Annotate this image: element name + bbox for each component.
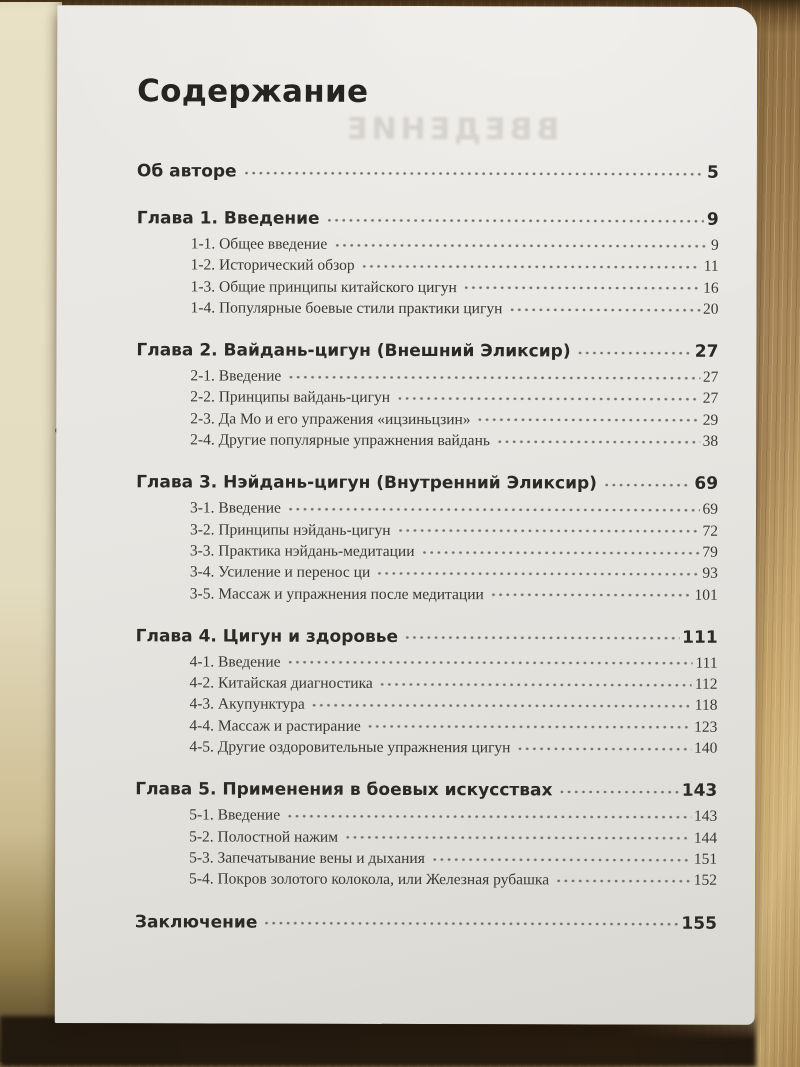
dot-leader (398, 389, 700, 403)
toc-entry (191, 255, 719, 278)
dot-leader (465, 279, 700, 293)
toc-entry-page: 111 (682, 627, 718, 648)
dot-leader (423, 543, 700, 557)
toc-entry (191, 297, 719, 320)
toc-chapter (135, 624, 717, 759)
chapter-heading-slot (135, 778, 717, 805)
toc-entry-page: 9 (710, 236, 719, 254)
toc-entry (136, 624, 718, 651)
dot-leader (605, 476, 692, 489)
toc-entry-label: Глава 4. Цигун и здоровье (135, 626, 399, 647)
dot-leader (288, 807, 691, 821)
toc-entry-page: 69 (702, 501, 719, 519)
toc-chapter (136, 471, 718, 606)
toc-entry-label: 2-2. Принципы вайдань-цигун (190, 388, 391, 407)
toc-entry-label: 5-4. Покров золотого колокола, или Железная рубашка (189, 870, 550, 889)
toc-entry-page: 101 (694, 586, 718, 604)
chapter-heading-slot (137, 206, 719, 233)
dot-leader (479, 411, 700, 425)
toc-entry-page: 152 (693, 871, 718, 890)
toc-entry (191, 233, 719, 256)
toc-entry-label: 5-3. Запечатывание вены и дыхания (189, 849, 425, 867)
toc-entry (189, 826, 717, 849)
dot-leader (510, 300, 700, 313)
dot-leader (399, 522, 700, 536)
toc-entry-page: 143 (681, 781, 718, 802)
toc-entry-page: 118 (694, 697, 718, 715)
dot-leader (406, 629, 679, 643)
toc-entry-label: 4-4. Массаж и растирание (189, 717, 361, 735)
toc-entry (190, 498, 718, 521)
toc-entry (189, 805, 717, 828)
toc-entry-label: 1-1. Общее введение (190, 235, 328, 253)
toc-entry-label: 3-1. Введение (189, 499, 281, 518)
toc-entry-label: 4-2. Китайская диагностика (189, 674, 373, 693)
toc-entry-label: 1-3. Общие принципы китайского цигун (190, 278, 457, 296)
toc-entry (190, 651, 718, 674)
toc-entry (189, 736, 717, 759)
dot-leader (557, 872, 691, 885)
dot-leader (313, 696, 692, 710)
toc-entry (189, 694, 717, 717)
toc-entry (135, 778, 717, 805)
bleed-through-text: ВВЕДЕНИЕ (342, 111, 560, 148)
toc-entry-page: 38 (702, 432, 719, 450)
chapter-items (137, 233, 719, 320)
toc-entry-page: 11 (703, 258, 719, 276)
toc-entry-page: 151 (693, 850, 718, 868)
toc-entries (135, 159, 719, 936)
toc-entry-label: 3-2. Принципы нэйдань-цигун (189, 521, 391, 539)
toc-entry (190, 519, 718, 542)
toc-entry (190, 562, 718, 585)
toc-entry-label: 3-5. Массаж и упражнения после медитации (189, 584, 484, 603)
toc-entry-page: 29 (702, 411, 719, 429)
dot-leader (265, 914, 678, 928)
toc-entry-label: 3-4. Усиление и перенос ци (189, 563, 371, 582)
toc-entry-label: Глава 2. Вайдань-цигун (Внешний Эликсир) (136, 340, 571, 362)
dot-leader (492, 586, 692, 600)
dot-leader (289, 368, 700, 382)
dot-leader (498, 432, 700, 446)
book-pages-edge (0, 2, 62, 1062)
dot-leader (369, 718, 691, 732)
toc-entry (136, 338, 718, 365)
toc-entry-page: 112 (694, 675, 718, 693)
toc-entry-page: 144 (693, 829, 718, 847)
toc-entry-label: 5-1. Введение (189, 806, 281, 825)
toc-entry-page: 155 (681, 913, 717, 934)
dot-leader (518, 739, 691, 752)
toc-entry-label: Заключение (134, 911, 258, 933)
toc-entry-label: 3-3. Практика нэйдань-медитации (189, 542, 415, 560)
toc-entry-page: 5 (707, 162, 719, 183)
dot-leader (579, 344, 692, 357)
dot-leader (288, 654, 692, 668)
toc-entry-label: Глава 1. Введение (136, 208, 320, 229)
dot-leader (289, 500, 700, 514)
book-page (55, 5, 758, 1025)
toc-entry-page: 16 (703, 279, 719, 297)
toc-chapter (137, 206, 719, 320)
toc-entry-label: 2-3. Да Мо и его упражения «ицзиньцзин» (190, 410, 471, 428)
toc-entry (190, 366, 718, 389)
chapter-heading-slot (136, 471, 718, 498)
toc-entry-page: 111 (695, 654, 718, 672)
toc-entry (190, 430, 718, 453)
chapter-items (135, 805, 717, 892)
toc-entry-label: 2-4. Другие популярные упражнения вайдань (190, 431, 490, 450)
toc-entry-label: Об авторе (136, 161, 237, 182)
dot-leader (346, 828, 691, 842)
toc-entry-page: 79 (702, 543, 718, 561)
toc-chapter (135, 778, 717, 892)
toc-entry-page: 20 (703, 300, 719, 318)
toc-title: Содержание (137, 73, 369, 110)
toc-entry-page: 140 (694, 739, 718, 757)
toc-entry (136, 471, 718, 498)
toc-entry-page: 143 (693, 808, 718, 826)
toc-entry (190, 673, 718, 696)
dot-leader (560, 783, 678, 796)
toc-entry-page: 27 (694, 341, 719, 363)
toc-entry (137, 206, 719, 233)
toc-entry-label: 1-2. Исторический обзор (190, 256, 355, 275)
toc-entry-label: 1-4. Популярные боевые стили практики цигун (190, 299, 503, 318)
toc-entry-page: 93 (702, 565, 718, 583)
toc-entry-label: 4-1. Введение (189, 653, 281, 671)
toc-entry-label: Глава 5. Применения в боевых искусствах (135, 779, 553, 801)
toc-entry-page: 27 (702, 368, 719, 387)
toc-entry-label: 5-2. Полостной нажим (189, 828, 339, 846)
toc-entry (190, 387, 718, 410)
toc-chapter (136, 338, 718, 452)
toc-entry-label: Глава 3. Нэйдань-цигун (Внутренний Эликсир) (136, 472, 597, 494)
toc-entry-page: 72 (702, 522, 718, 540)
chapter-heading-slot (136, 338, 718, 365)
toc-content (135, 73, 719, 936)
dot-leader (245, 164, 704, 178)
toc-entry-page: 69 (694, 474, 719, 495)
toc-entry (190, 540, 718, 563)
dot-leader (363, 257, 701, 271)
toc-entry-page: 123 (694, 718, 718, 736)
toc-entry-label: 2-1. Введение (190, 367, 282, 385)
toc-entry (137, 159, 719, 186)
toc-entry (189, 715, 717, 738)
toc-entry-label: 4-5. Другие оздоровительные упражнения цигун (189, 738, 511, 757)
dot-leader (381, 675, 692, 689)
chapter-items (136, 365, 718, 452)
toc-entry (190, 408, 718, 431)
dot-leader (378, 564, 699, 578)
toc-entry (191, 276, 719, 299)
dot-leader (335, 236, 708, 250)
toc-entry-page: 9 (706, 209, 719, 230)
chapter-items (135, 651, 717, 759)
chapter-heading-slot (136, 624, 718, 651)
toc-entry (189, 869, 717, 892)
toc-entry (190, 583, 718, 606)
toc-entry (135, 910, 717, 937)
chapter-items (136, 498, 718, 606)
dot-leader (433, 850, 691, 864)
toc-entry-label: 4-3. Акупунктура (189, 695, 305, 714)
toc-entry-page: 27 (702, 390, 719, 408)
toc-entry (189, 847, 717, 870)
dot-leader (328, 211, 704, 225)
